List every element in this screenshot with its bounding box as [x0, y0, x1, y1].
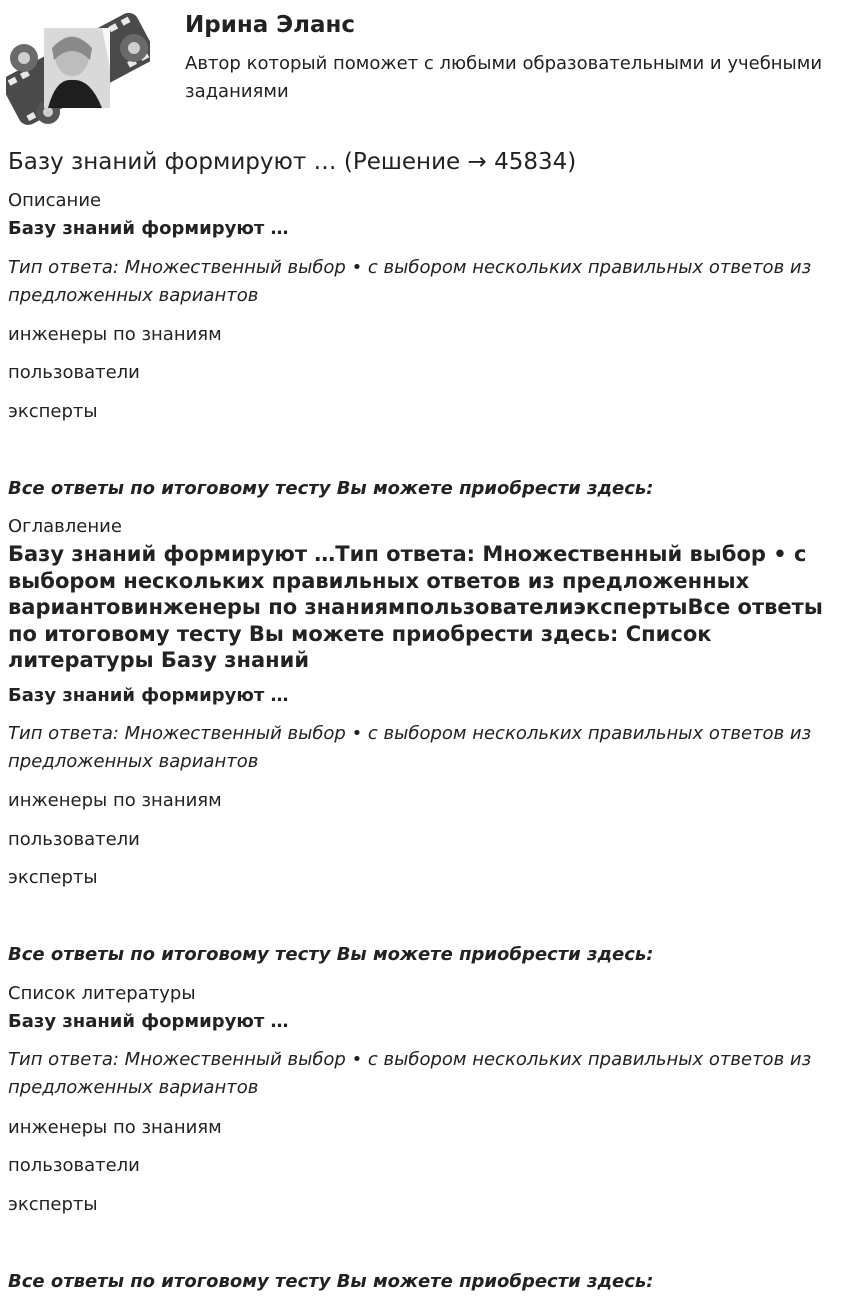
answer-option: эксперты [8, 867, 98, 888]
question-text: Базу знаний формируют … [8, 1011, 289, 1032]
author-avatar [6, 8, 150, 128]
toc-text: Базу знаний формируют …Тип ответа: Множественный выбор • с выбором нескольких правильных ответов из предложенных вариантовинженеры по знаниямпользователиэкспертыВсе ответы по итоговому тесту Вы можете приобрести здесь: Список литературы Базу знаний [8, 542, 823, 672]
question-text: Базу знаний формируют … [8, 685, 289, 706]
buy-answers-text: Все ответы по итоговому тесту Вы можете приобрести здесь: [8, 478, 654, 499]
answer-option: инженеры по знаниям [8, 324, 222, 345]
buy-answers-text: Все ответы по итоговому тесту Вы можете приобрести здесь: [8, 944, 654, 965]
answer-type-text: Тип ответа: Множественный выбор • с выбором нескольких правильных ответов из предложенных вариантов [8, 1049, 812, 1098]
answer-type-text: Тип ответа: Множественный выбор • с выбором нескольких правильных ответов из предложенных вариантов [8, 257, 812, 306]
answer-option: инженеры по знаниям [8, 790, 222, 811]
author-header [0, 0, 847, 130]
answer-option: инженеры по знаниям [8, 1117, 222, 1138]
description-label: Описание [8, 190, 102, 211]
film-strip-frame-icon [6, 8, 150, 128]
author-description: Автор который поможет с любыми образовательными и учебными заданиями [185, 53, 823, 102]
literature-label: Список литературы [8, 983, 196, 1004]
answer-option: пользователи [8, 362, 140, 383]
answer-option: эксперты [8, 401, 98, 422]
answer-option: пользователи [8, 1155, 140, 1176]
author-name: Ирина Эланс [185, 12, 356, 38]
page-title: Базу знаний формируют … (Решение → 45834) [8, 149, 577, 175]
question-text: Базу знаний формируют … [8, 218, 289, 239]
answer-option: пользователи [8, 829, 140, 850]
toc-label: Оглавление [8, 516, 122, 537]
answer-option: эксперты [8, 1194, 98, 1215]
buy-answers-text: Все ответы по итоговому тесту Вы можете приобрести здесь: [8, 1271, 654, 1292]
answer-type-text: Тип ответа: Множественный выбор • с выбором нескольких правильных ответов из предложенных вариантов [8, 723, 812, 772]
